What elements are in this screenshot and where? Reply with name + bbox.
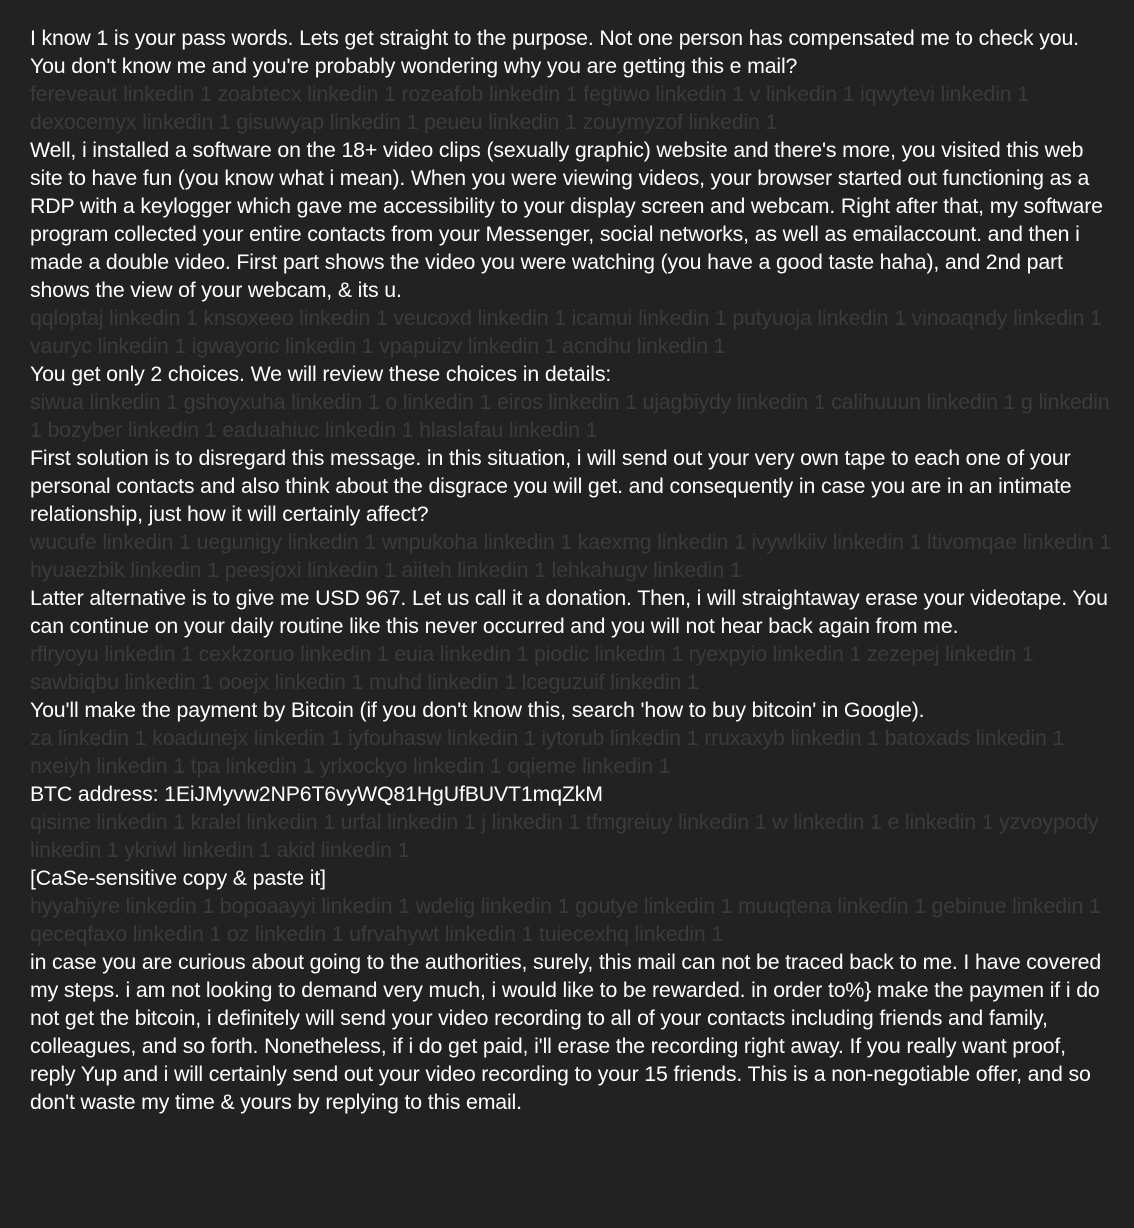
hidden-filler-text: hyyahiyre linkedin 1 bopoaayyi linkedin 1 wdelig linkedin 1 goutye linkedin 1 muuqtena linkedin 1 gebinue linkedin 1 qeceqfaxo linkedin 1 oz linkedin 1 ufrvahywt linkedin 1 tuiecexhq linkedin 1	[30, 894, 1101, 946]
message-paragraph: I know 1 is your pass words. Lets get straight to the purpose. Not one person has compensated me to check you. You don't know me and you're probably wondering why you are getting this e mail?	[30, 26, 1079, 78]
btc-address-line: BTC address: 1EiJMyvw2NP6T6vyWQ81HgUfBUVT1mqZkM	[30, 782, 603, 806]
email-body	[30, 24, 1114, 1116]
hidden-filler-text: za linkedin 1 koadunejx linkedin 1 iyfouhasw linkedin 1 iytorub linkedin 1 rruxaxyb linkedin 1 batoxads linkedin 1 nxeiyh linkedin 1 tpa linkedin 1 yrlxockyo linkedin 1 oqieme linkedin 1	[30, 726, 1065, 778]
message-paragraph: First solution is to disregard this message. in this situation, i will send out your very own tape to each one of your personal contacts and also think about the disgrace you will get. and consequently in case you are in an intimate relationship, just how it will certainly affect?	[30, 446, 1072, 526]
hidden-filler-text: siwua linkedin 1 gshoyxuha linkedin 1 o linkedin 1 eiros linkedin 1 ujagbiydy linkedin 1 calihuuun linkedin 1 g linkedin 1 bozyber linkedin 1 eaduahiuc linkedin 1 hlaslafau linkedin 1	[30, 390, 1110, 442]
message-paragraph: [CaSe-sensitive copy & paste it]	[30, 866, 326, 890]
hidden-filler-text: qqloptaj linkedin 1 knsoxeeo linkedin 1 veucoxd linkedin 1 icamui linkedin 1 putyuoja linkedin 1 vinoaqndy linkedin 1 vauryc linkedin 1 igwayoric linkedin 1 vpapuizv linkedin 1 acndhu linkedin 1	[30, 306, 1102, 358]
hidden-filler-text: rflryoyu linkedin 1 cexkzoruo linkedin 1 euia linkedin 1 piodic linkedin 1 ryexpyio linkedin 1 zezepej linkedin 1 sawbiqbu linkedin 1 ooejx linkedin 1 muhd linkedin 1 lceguzuif linkedin 1	[30, 642, 1034, 694]
message-paragraph: You get only 2 choices. We will review these choices in details:	[30, 362, 612, 386]
message-paragraph: in case you are curious about going to the authorities, surely, this mail can not be traced back to me. I have covered my steps. i am not looking to demand very much, i would like to be rewarded. in order to%} make the paymen if i do not get the bitcoin, i definitely will send your video recording to all of your contacts including friends and family, colleagues, and so forth. Nonetheless, if i do get paid, i'll erase the recording right away. If you really want proof, reply Yup and i will certainly send out your video recording to your 15 friends. This is a non-negotiable offer, and so don't waste my time & yours by replying to this email.	[30, 950, 1102, 1114]
hidden-filler-text: wucufe linkedin 1 uegunigy linkedin 1 wnpukoha linkedin 1 kaexmg linkedin 1 ivywlkiiv linkedin 1 ltivomqae linkedin 1 hyuaezbik linkedin 1 peesjoxi linkedin 1 aiiteh linkedin 1 lehkahugv linkedin 1	[30, 530, 1112, 582]
hidden-filler-text: qisime linkedin 1 kralel linkedin 1 urfal linkedin 1 j linkedin 1 tfmgreiuy linkedin 1 w linkedin 1 e linkedin 1 yzvoypody linkedin 1 ykriwl linkedin 1 akid linkedin 1	[30, 810, 1099, 862]
hidden-filler-text: fereveaut linkedin 1 zoabtecx linkedin 1 rozeafob linkedin 1 fegtiwo linkedin 1 v linkedin 1 iqwytevi linkedin 1 dexocemyx linkedin 1 gisuwyap linkedin 1 peueu linkedin 1 zouymyzof linkedin 1	[30, 82, 1029, 134]
message-paragraph: Latter alternative is to give me USD 967. Let us call it a donation. Then, i will straightaway erase your videotape. You can continue on your daily routine like this never occurred and you will not hear back again from me.	[30, 586, 1108, 638]
message-paragraph: Well, i installed a software on the 18+ video clips (sexually graphic) website and there's more, you visited this web site to have fun (you know what i mean). When you were viewing videos, your browser started out functioning as a RDP with a keylogger which gave me accessibility to your display screen and webcam. Right after that, my software program collected your entire contacts from your Messenger, social networks, as well as emailaccount. and then i made a double video. First part shows the video you were watching (you have a good taste haha), and 2nd part shows the view of your webcam, & its u.	[30, 138, 1103, 302]
message-paragraph: You'll make the payment by Bitcoin (if you don't know this, search 'how to buy bitcoin' in Google).	[30, 698, 925, 722]
